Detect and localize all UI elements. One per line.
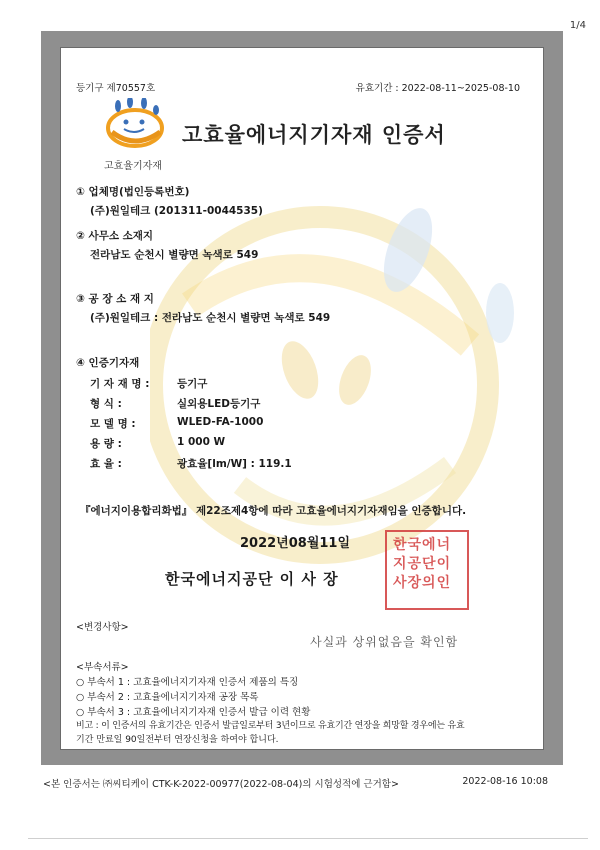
- attachment-item: ○ 부속서 3 : 고효율에너지기자재 인증서 발급 이력 현황: [76, 707, 311, 718]
- equipment-heading: ④ 인증기자재: [76, 357, 140, 369]
- equipment-value-type: 실외용LED등기구: [177, 398, 261, 410]
- attachment-item: ○ 부속서 2 : 고효율에너지기자재 공장 목록: [76, 692, 259, 703]
- equipment-label-efficiency: 효 율 :: [90, 458, 122, 470]
- office-address: 전라남도 순천시 별량면 녹색로 549: [90, 249, 259, 261]
- seal-line: 사장의인: [393, 575, 452, 591]
- validity-period: 유효기간 : 2022-08-11~2025-08-10: [355, 83, 520, 94]
- logo-caption: 고효율기자재: [104, 161, 162, 172]
- print-timestamp: 2022-08-16 10:08: [462, 776, 548, 787]
- equipment-value-efficiency: 광효율[lm/W] : 119.1: [177, 458, 292, 470]
- issuer-name: 한국에너지공단 이 사 장: [165, 570, 339, 588]
- official-seal: [385, 530, 469, 610]
- factory-address: (주)원일테크 : 전라남도 순천시 별량면 녹색로 549: [90, 312, 331, 324]
- equipment-label-model: 모 델 명 :: [90, 418, 136, 430]
- handwritten-note: 사실과 상위없음을 확인함: [310, 635, 459, 649]
- company-heading: ① 업체명(법인등록번호): [76, 186, 190, 198]
- issue-date: 2022년08월11일: [240, 536, 351, 551]
- office-heading: ② 사무소 소재지: [76, 230, 154, 242]
- page-divider: [28, 838, 588, 839]
- equipment-label-type: 형 식 :: [90, 398, 122, 410]
- seal-line: 지공단이: [393, 556, 452, 572]
- attachments-label: <부속서류>: [76, 662, 129, 673]
- smiley-logo-icon: [100, 98, 170, 156]
- seal-line: 한국에너: [393, 537, 452, 553]
- page-title: 고효율에너지기자재 인증서: [182, 123, 446, 147]
- attachment-item: ○ 부속서 1 : 고효율에너지기자재 인증서 제품의 특징: [76, 677, 299, 688]
- changes-label: <변경사항>: [76, 622, 129, 633]
- certification-statement: 『에너지이용합리화법』 제22조제4항에 따라 고효율에너지기자재임을 인증합니다.: [80, 505, 467, 517]
- certificate-number: 등기구 제70557호: [76, 83, 156, 94]
- equipment-label-name: 기 자 재 명 :: [90, 378, 150, 390]
- test-report-reference: <본 인증서는 ㈜씨티케이 CTK-K-2022-00977(2022-08-04)의 시험성적에 근거함>: [43, 779, 399, 790]
- page-number: 1/4: [569, 20, 586, 31]
- equipment-value-capacity: 1 000 W: [177, 436, 226, 448]
- factory-heading: ③ 공 장 소 재 지: [76, 293, 154, 305]
- company-value: (주)원일테크 (201311-0044535): [90, 205, 263, 217]
- equipment-value-name: 등기구: [177, 378, 208, 390]
- equipment-value-model: WLED-FA-1000: [177, 416, 264, 428]
- validity-note-line1: 비고 : 이 인증서의 유효기간은 인증서 발급일로부터 3년이므로 유효기간 연장을 희망할 경우에는 유효: [76, 721, 465, 731]
- validity-note-line2: 기간 만료일 90일전부터 연장신청을 하여야 합니다.: [76, 735, 279, 745]
- equipment-label-capacity: 용 량 :: [90, 438, 122, 450]
